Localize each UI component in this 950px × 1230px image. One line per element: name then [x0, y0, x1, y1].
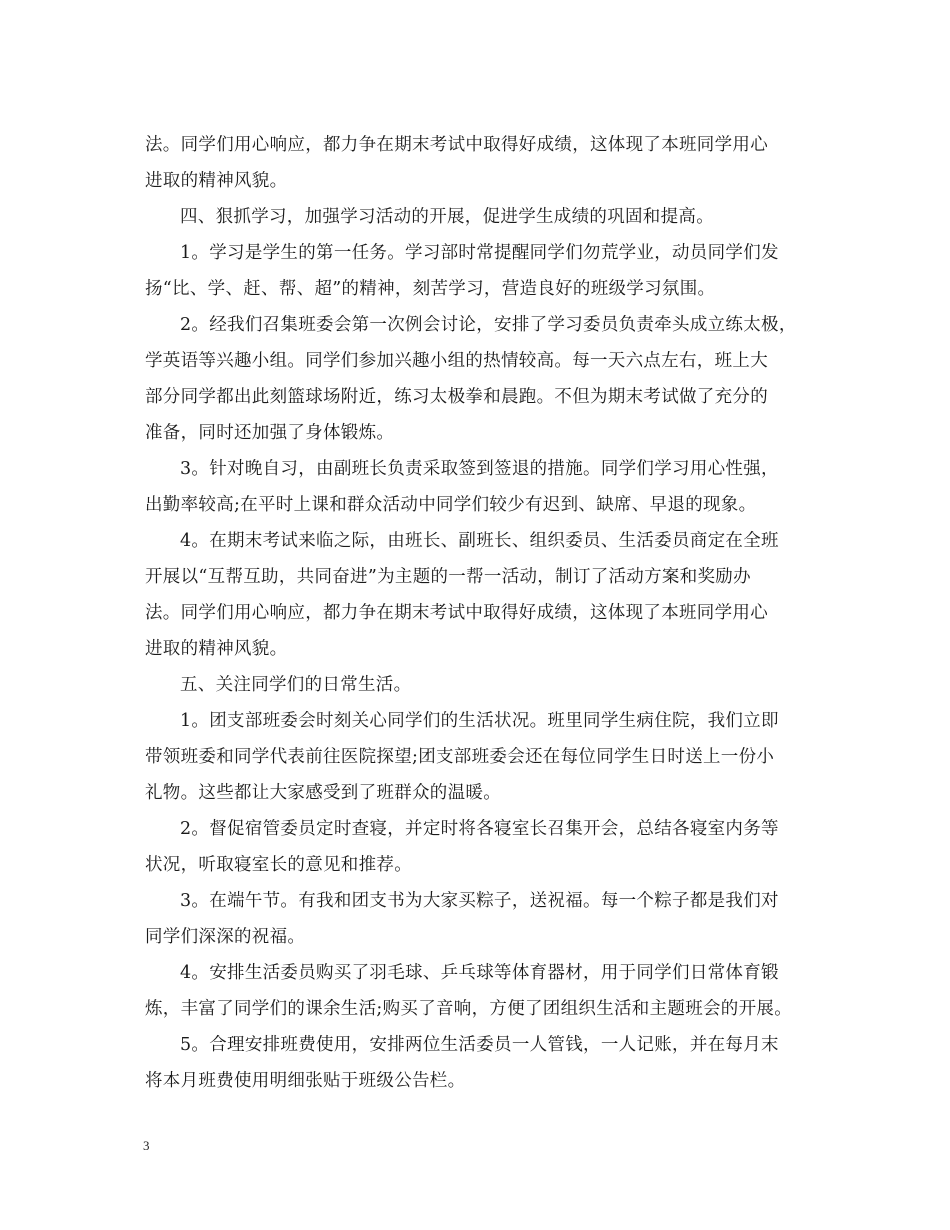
text-line: 四、狠抓学习，加强学习活动的开展，促进学生成绩的巩固和提高。 — [180, 207, 714, 227]
text-line: 状况，听取寝室长的意见和推荐。 — [145, 855, 412, 875]
text-line: 部分同学都出此刻篮球场附近，练习太极拳和晨跑。不但为期末考试做了充分的 — [145, 387, 768, 407]
text-line: 开展以“互帮互助，共同奋进”为主题的一帮一活动，制订了活动方案和奖励办 — [145, 567, 751, 587]
text-line: 扬“比、学、赶、帮、超”的精神，刻苦学习，营造良好的班级学习氛围。 — [145, 279, 716, 299]
text-line: 2。经我们召集班委会第一次例会讨论，安排了学习委员负责牵头成立练太极， — [180, 315, 797, 335]
text-line: 礼物。这些都让大家感受到了班群众的温暖。 — [145, 783, 501, 803]
text-line: 带领班委和同学代表前往医院探望;团支部班委会还在每位同学生日时送上一份小 — [145, 747, 775, 767]
text-line: 进取的精神风貌。 — [145, 639, 288, 659]
text-line: 学英语等兴趣小组。同学们参加兴趣小组的热情较高。每一天六点左右，班上大 — [145, 351, 768, 371]
text-line: 炼，丰富了同学们的课余生活;购买了音响，方便了团组织生活和主题班会的开展。 — [145, 999, 792, 1019]
text-line: 进取的精神风貌。 — [145, 171, 288, 191]
text-line: 2。督促宿管委员定时查寝，并定时将各寝室长召集开会，总结各寝室内务等 — [180, 819, 779, 839]
text-line: 法。同学们用心响应，都力争在期末考试中取得好成绩，这体现了本班同学用心 — [145, 135, 768, 155]
text-line: 准备，同时还加强了身体锻炼。 — [145, 423, 395, 443]
text-line: 同学们深深的祝福。 — [145, 927, 306, 947]
text-line: 4。在期末考试来临之际，由班长、副班长、组织委员、生活委员商定在全班 — [180, 531, 779, 551]
text-line: 4。安排生活委员购买了羽毛球、乒乓球等体育器材，用于同学们日常体育锻 — [180, 963, 779, 983]
text-line: 1。团支部班委会时刻关心同学们的生活状况。班里同学生病住院，我们立即 — [180, 711, 779, 731]
text-line: 法。同学们用心响应，都力争在期末考试中取得好成绩，这体现了本班同学用心 — [145, 603, 768, 623]
page-number: 3 — [143, 1138, 150, 1153]
text-line: 3。在端午节。有我和团支书为大家买粽子，送祝福。每一个粽子都是我们对 — [180, 891, 779, 911]
text-line: 3。针对晚自习，由副班长负责采取签到签退的措施。同学们学习用心性强， — [180, 459, 779, 479]
text-line: 1。学习是学生的第一任务。学习部时常提醒同学们勿荒学业，动员同学们发 — [180, 243, 779, 263]
text-line: 将本月班费使用明细张贴于班级公告栏。 — [145, 1071, 466, 1091]
document-body — [145, 127, 825, 1099]
text-line: 5。合理安排班费使用，安排两位生活委员一人管钱，一人记账，并在每月末 — [180, 1035, 779, 1055]
text-line: 出勤率较高;在平时上课和群众活动中同学们较少有迟到、缺席、早退的现象。 — [145, 495, 757, 515]
text-line: 五、关注同学们的日常生活。 — [180, 675, 412, 695]
